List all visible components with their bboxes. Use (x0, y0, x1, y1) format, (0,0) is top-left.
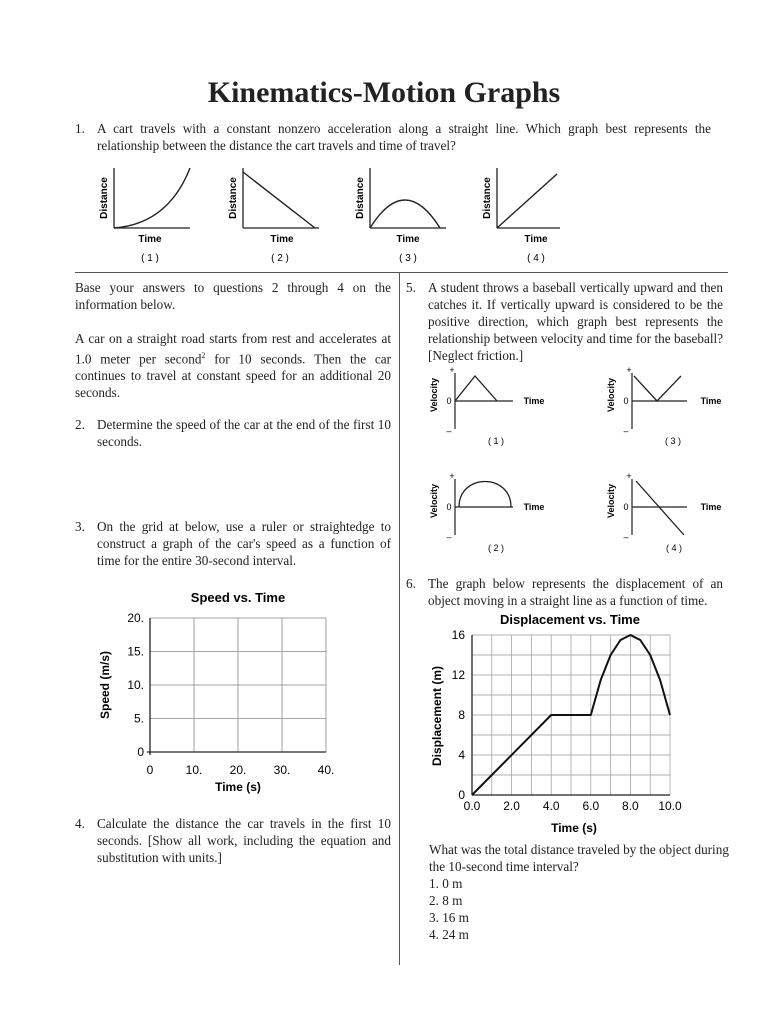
q5-g3-minus: – (623, 426, 629, 436)
q5-g1-xlabel: Time (523, 396, 545, 406)
page-title: Kinematics-Motion Graphs (207, 76, 561, 109)
q5-g4-ylabel: Velocity (606, 483, 616, 519)
y-tick-label: 12 (451, 668, 465, 682)
displacement-chart-title: Displacement vs. Time (500, 612, 640, 627)
question-6 (406, 575, 723, 609)
x-tick-label: 0.0 (463, 799, 481, 813)
q1-choice-1: ( 1 ) (141, 253, 159, 264)
question-1-text: A cart travels with a constant nonzero acceleration along a straight line. Which graph best represents the relationship between the distance the cart travels and time of travel? (97, 121, 711, 153)
speed-xtick-40: 40. (317, 763, 335, 777)
q1-choice-2: ( 2 ) (271, 253, 289, 264)
question-3-number: 3. (75, 519, 85, 534)
question-3 (75, 518, 391, 569)
q1-graph-1 (99, 168, 190, 264)
speed-xtick-10: 10. (185, 763, 203, 777)
x-tick-label: 8.0 (622, 799, 639, 813)
q1-choice-4: ( 4 ) (527, 253, 545, 264)
question-5-text: A student throws a baseball vertically upward and then catches it. If vertically upward is considered to be the positive direction, which graph best represents the relationship between velocity and time for the baseball? [Neglect friction.] (428, 280, 723, 363)
horizontal-divider (75, 272, 728, 273)
q1-graph-3 (355, 168, 446, 264)
q5-g4-zero: 0 (623, 502, 629, 512)
q6-choice-1[interactable]: 1. 0 m (429, 876, 463, 891)
speed-ytick-20: 20. (127, 611, 144, 625)
q5-g1-plus: + (449, 365, 455, 375)
q5-g1-zero: 0 (446, 396, 452, 406)
q5-choice-3: ( 3 ) (664, 436, 682, 446)
q5-g4-plus: + (626, 471, 632, 481)
question-1-graphs (90, 160, 560, 270)
question-4-number: 4. (75, 816, 85, 831)
y-tick-label: 0 (458, 788, 465, 802)
y-tick-label: 16 (451, 628, 465, 642)
q5-g1-minus: – (446, 426, 452, 436)
displacement-chart (428, 608, 688, 840)
question-4-text: Calculate the distance the car travels in the first 10 seconds. [Show all work, including the equation and substitution with units.] (97, 816, 391, 865)
speed-ytick-0: 0 (137, 745, 144, 759)
q5-g2-zero: 0 (446, 502, 452, 512)
question-5 (406, 279, 723, 364)
q5-g3-plus: + (626, 365, 632, 375)
q5-graph-2 (429, 471, 544, 553)
q6-choice-2[interactable]: 2. 8 m (429, 893, 463, 908)
x-tick-label: 4.0 (542, 799, 560, 813)
q1-graph-3-xlabel: Time (396, 234, 420, 245)
x-tick-label: 6.0 (582, 799, 600, 813)
y-tick-label: 8 (458, 708, 465, 722)
q5-g3-zero: 0 (623, 396, 629, 406)
q1-graph-1-xlabel: Time (138, 234, 162, 245)
displacement-ylabel: Displacement (m) (430, 665, 444, 767)
q1-graph-2-xlabel: Time (270, 234, 294, 245)
question-6-prompt: What was the total distance traveled by the object during the 10-second time interval? (429, 842, 729, 874)
speed-xlabel: Time (s) (215, 780, 261, 794)
q6-choice-3[interactable]: 3. 16 m (429, 910, 469, 925)
q5-g4-minus: – (623, 532, 629, 542)
question-1-number: 1. (75, 121, 85, 136)
q1-graph-4-ylabel: Distance (482, 177, 493, 219)
q5-choice-1: ( 1 ) (487, 436, 505, 446)
displacement-xlabel: Time (s) (551, 821, 597, 835)
vertical-divider (399, 272, 400, 965)
question-3-text: On the grid at below, use a ruler or straightedge to construct a graph of the car's speed as a function of time for the entire 30-second interval. (97, 519, 391, 568)
q5-graph-3 (606, 365, 721, 446)
speed-time-grid[interactable] (95, 585, 355, 800)
q1-graph-4 (482, 168, 560, 264)
x-tick-label: 2.0 (503, 799, 520, 813)
speed-ytick-15: 15. (127, 644, 144, 659)
question-4 (75, 815, 391, 866)
question-2-text: Determine the speed of the car at the end of the first 10 seconds. (97, 417, 391, 449)
q1-choice-3: ( 3 ) (399, 253, 417, 264)
q5-graph-4 (606, 471, 721, 553)
question-6-text: The graph below represents the displacement of an object moving in a straight line as a function of time. (428, 576, 723, 608)
q5-choice-2: ( 2 ) (487, 543, 505, 553)
question-5-graphs (425, 365, 730, 560)
q5-g1-ylabel: Velocity (429, 377, 439, 413)
speed-ylabel: Speed (m/s) (98, 650, 112, 720)
speed-xtick-20: 20. (229, 763, 247, 777)
q6-choice-4[interactable]: 4. 24 m (429, 927, 469, 942)
q5-graph-1 (429, 365, 544, 446)
q5-g4-xlabel: Time (700, 502, 722, 512)
displacement-ticks (452, 628, 682, 813)
question-2 (75, 416, 391, 450)
q1-graph-2 (228, 168, 319, 264)
q1-graph-4-xlabel: Time (524, 234, 548, 245)
info-passage (75, 330, 391, 401)
info-intro: Base your answers to questions 2 through 4 on the information below. (75, 280, 391, 312)
question-1 (75, 120, 711, 154)
info-passage-b: for 10 seconds. Then the car continues to travel at constant speed for an additional 20 seconds. (75, 351, 391, 401)
q5-choice-4: ( 4 ) (665, 543, 683, 553)
q5-g2-plus: + (449, 471, 455, 481)
question-6-choices (429, 875, 629, 943)
question-6-number: 6. (406, 576, 416, 591)
speed-grid-lines (150, 618, 326, 752)
q5-g2-xlabel: Time (523, 502, 545, 512)
q5-g2-ylabel: Velocity (429, 483, 439, 519)
q5-g3-xlabel: Time (700, 396, 722, 406)
q1-graph-1-ylabel: Distance (99, 177, 110, 219)
speed-xtick-30: 30. (273, 763, 291, 777)
speed-ytick-10: 10. (127, 678, 144, 692)
question-5-number: 5. (406, 280, 416, 295)
speed-chart-title: Speed vs. Time (190, 590, 286, 605)
y-tick-label: 4 (458, 748, 465, 762)
q1-graph-3-ylabel: Distance (355, 177, 366, 219)
q1-graph-2-ylabel: Distance (228, 177, 239, 219)
q5-g3-ylabel: Velocity (606, 377, 616, 413)
x-tick-label: 10.0 (658, 799, 682, 813)
info-passage-sup: 2 (201, 351, 206, 360)
speed-ytick-5: 5. (133, 711, 144, 726)
question-2-number: 2. (75, 417, 85, 432)
speed-xtick-0: 0 (146, 763, 154, 777)
info-passage-a: A car on a straight road starts from rest and accelerates at 1.0 meter per second (75, 331, 391, 367)
q5-g2-minus: – (446, 532, 452, 542)
